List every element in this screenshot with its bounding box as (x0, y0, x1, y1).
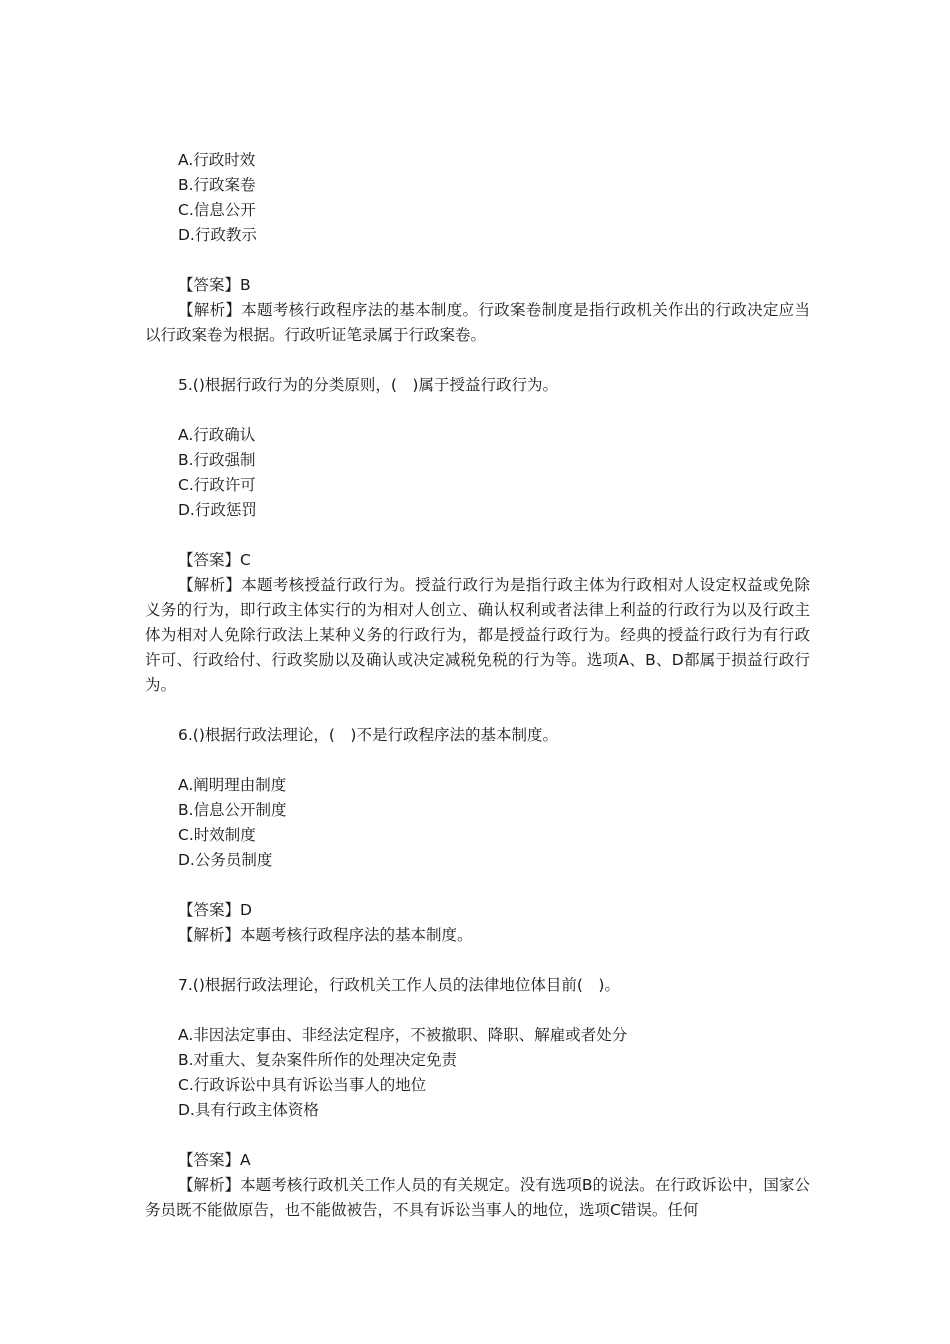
question-4-options (145, 148, 810, 248)
option-a: A.阐明理由制度 (178, 776, 287, 794)
option-d: D.行政教示 (178, 226, 257, 244)
question-5: 5.()根据行政行为的分类原则，( )属于授益行政行为。 (178, 376, 558, 394)
option-d: D.公务员制度 (178, 851, 273, 869)
option-a: A.行政确认 (178, 426, 256, 444)
option-b: B.行政强制 (178, 451, 256, 469)
option-d: D.具有行政主体资格 (178, 1101, 319, 1119)
document-page (145, 148, 810, 1223)
question-7-options (145, 1023, 810, 1123)
analysis: 【解析】本题考核授益行政行为。授益行政行为是指行政主体为行政相对人设定权益或免除义务的行为，即行政主体实行的为相对人创立、确认权利或者法律上利益的行政行为以及行政主体为相对人免除行政法上某种义务的行政行为，都是授益行政行为。经典的授益行政行为有行政许可、行政给付、行政奖励以及确认或决定减税免税的行为等。选项A、B、D都属于损益行政行为。 (145, 576, 810, 694)
question-6: 6.()根据行政法理论，( )不是行政程序法的基本制度。 (178, 726, 558, 744)
analysis: 【解析】本题考核行政程序法的基本制度。 (178, 926, 473, 944)
answer: 【答案】B (178, 276, 251, 294)
answer: 【答案】C (178, 551, 251, 569)
option-b: B.对重大、复杂案件所作的处理决定免责 (178, 1051, 458, 1069)
answer: 【答案】D (178, 901, 252, 919)
option-c: C.行政许可 (178, 476, 256, 494)
question-5-options (145, 423, 810, 523)
answer: 【答案】A (178, 1151, 251, 1169)
option-d: D.行政惩罚 (178, 501, 257, 519)
question-7: 7.()根据行政法理论，行政机关工作人员的法律地位体目前( )。 (178, 976, 620, 994)
analysis: 【解析】本题考核行政程序法的基本制度。行政案卷制度是指行政机关作出的行政决定应当以行政案卷为根据。行政听证笔录属于行政案卷。 (145, 301, 810, 344)
option-c: C.信息公开 (178, 201, 256, 219)
option-b: B.信息公开制度 (178, 801, 287, 819)
option-a: A.非因法定事由、非经法定程序，不被撤职、降职、解雇或者处分 (178, 1026, 628, 1044)
analysis: 【解析】本题考核行政机关工作人员的有关规定。没有选项B的说法。在行政诉讼中，国家公务员既不能做原告，也不能做被告，不具有诉讼当事人的地位，选项C错误。任何 (145, 1176, 810, 1219)
question-6-options (145, 773, 810, 873)
option-c: C.行政诉讼中具有诉讼当事人的地位 (178, 1076, 427, 1094)
option-c: C.时效制度 (178, 826, 256, 844)
option-b: B.行政案卷 (178, 176, 256, 194)
option-a: A.行政时效 (178, 151, 256, 169)
